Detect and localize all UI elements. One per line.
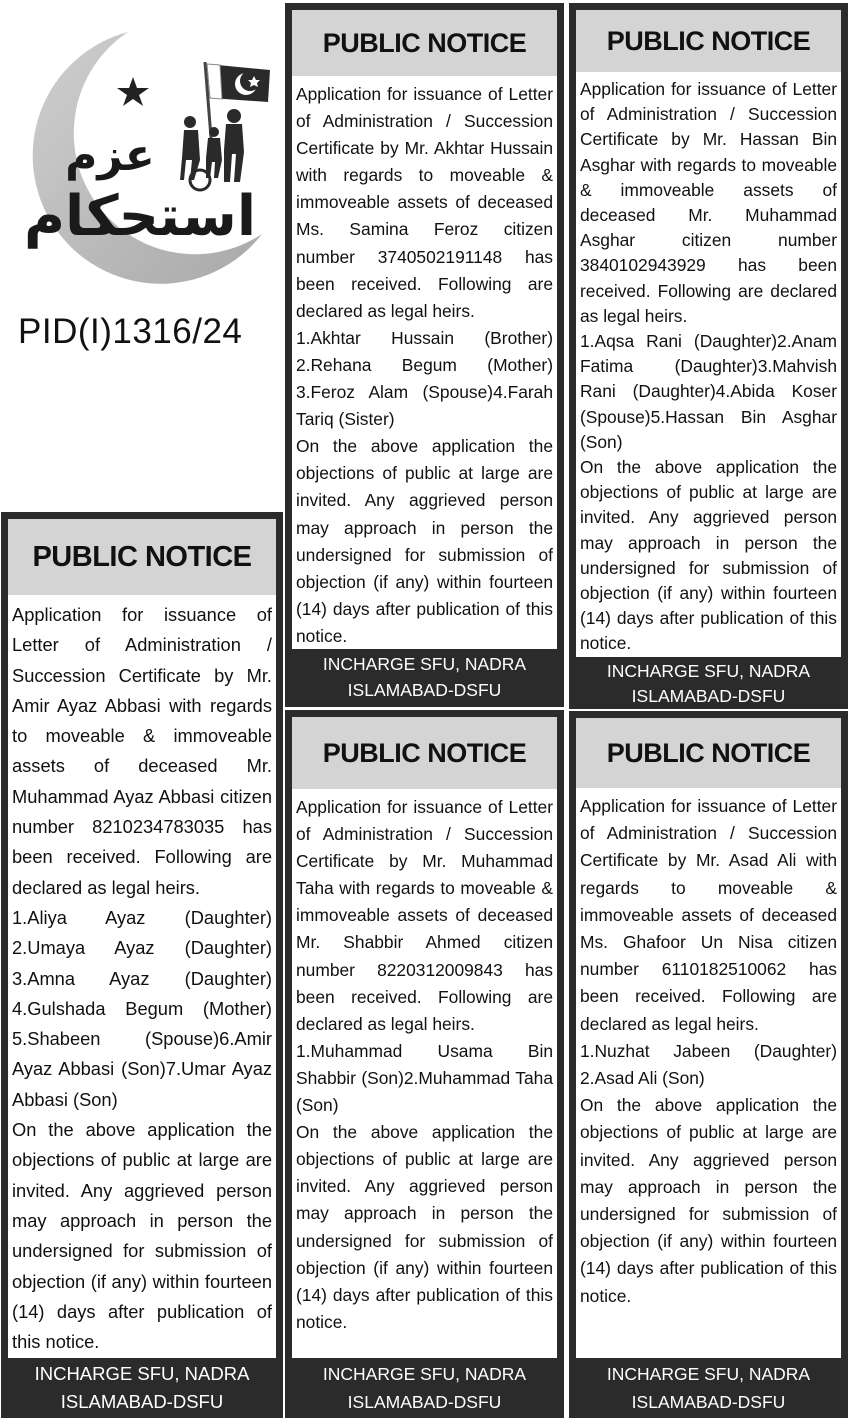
notice-content-box (576, 718, 841, 1358)
footer-line-2: ISLAMABAD-DSFU (60, 1391, 224, 1412)
notice-body (576, 788, 841, 1310)
notice-body (8, 595, 276, 1357)
notice-title: PUBLIC NOTICE (576, 10, 841, 72)
notice-content-box (576, 10, 841, 657)
notice-content-box (8, 519, 276, 1358)
notice-objection-text: On the above application the objections of public at large are invited. Any aggrieved person may approach in person the undersigned for submission of objection (if any) within fourteen (14) days after publication of this notice. (12, 1119, 272, 1353)
azm-e-istehkam-logo (0, 20, 280, 290)
footer-line-1: INCHARGE SFU, NADRA (322, 1364, 527, 1384)
footer-line-2: ISLAMABAD-DSFU (347, 680, 502, 700)
notice-objection-text: On the above application the objections of public at large are invited. Any aggrieved person may approach in person the undersigned for submission of objection (if any) within fourteen (14) days after publication of this notice. (296, 1122, 553, 1332)
notice-heirs-list: 1.Muhammad Usama Bin Shabbir (Son)2.Muhammad Taha (Son) (296, 1040, 553, 1116)
notice-heirs-list: 1.Aliya Ayaz (Daughter) 2.Umaya Ayaz (Daughter) 3.Amna Ayaz (Daughter) 4.Gulshada Begum (Mother) 5.Shabeen (Spouse)6.Amir Ayaz Abbasi (Son)7.Umar Ayaz Abbasi (Son) (12, 906, 272, 1110)
footer-line-2: ISLAMABAD-DSFU (631, 686, 786, 706)
notice-title: PUBLIC NOTICE (292, 10, 557, 76)
notice-application-text: Application for issuance of Letter of Administration / Succession Certificate by Mr. Muhammad Taha with regards to moveable & immoveable assets of deceased Mr. Shabbir Ahmed citizen number 8220312009843 has been received. Following are declared as legal heirs. (296, 797, 553, 1034)
notice-title: PUBLIC NOTICE (292, 717, 557, 789)
public-notice-5 (569, 711, 848, 1418)
notice-footer (1, 1358, 283, 1418)
notice-body (576, 72, 841, 657)
public-notice-3 (1, 512, 283, 1418)
notice-content-box (292, 10, 557, 649)
footer-line-2: ISLAMABAD-DSFU (347, 1392, 502, 1412)
footer-line-1: INCHARGE SFU, NADRA (606, 1364, 811, 1384)
public-notice-4 (285, 710, 564, 1418)
notice-heirs-list: 1.Nuzhat Jabeen (Daughter) 2.Asad Ali (Son) (580, 1040, 837, 1089)
notice-heirs-list: 1.Akhtar Hussain (Brother) 2.Rehana Begum (Mother) 3.Feroz Alam (Spouse)4.Farah Tariq (Sister) (296, 327, 553, 430)
pid-reference-number: PID(I)1316/24 (18, 312, 243, 351)
notice-footer (285, 1358, 564, 1418)
public-notice-2 (569, 3, 848, 709)
notice-objection-text: On the above application the objections of public at large are invited. Any aggrieved person may approach in person the undersigned for submission of objection (if any) within fourteen (14) days after publication of this notice. (296, 436, 553, 646)
footer-line-1: INCHARGE SFU, NADRA (606, 661, 811, 681)
notice-objection-text: On the above application the objections of public at large are invited. Any aggrieved person may approach in person the undersigned for submission of objection (if any) within fourteen (14) days after publication of this notice. (580, 1095, 837, 1306)
footer-line-1: INCHARGE SFU, NADRA (34, 1363, 250, 1384)
footer-line-2: ISLAMABAD-DSFU (631, 1392, 786, 1412)
notice-application-text: Application for issuance of Letter of Administration / Succession Certificate by Mr. Amir Ayaz Abbasi with regards to moveable & immoveable assets of deceased Mr. Muhammad Ayaz Abbasi citizen number 8210234783035 has been received. Following are declared as legal heirs. (12, 604, 272, 898)
notice-application-text: Application for issuance of Letter of Administration / Succession Certificate by Mr. Hassan Bin Asghar with regards to moveable & immoveable assets of deceased Mr. Muhammad Asghar citizen number 3840102943929 has been received. Following are declared as legal heirs. (580, 79, 837, 326)
notice-body (292, 789, 557, 1336)
notice-application-text: Application for issuance of Letter of Administration / Succession Certificate by Mr. Akhtar Hussain with regards to moveable & immoveable assets of deceased Ms. Samina Feroz citizen number 3740502191148 has been received. Following are declared as legal heirs. (296, 84, 553, 321)
notice-objection-text: On the above application the objections of public at large are invited. Any aggrieved person may approach in person the undersigned for submission of objection (if any) within fourteen (14) days after publication of this notice. (580, 457, 837, 654)
notice-title: PUBLIC NOTICE (576, 718, 841, 788)
notice-heirs-list: 1.Aqsa Rani (Daughter)2.Anam Fatima (Daughter)3.Mahvish Rani (Daughter)4.Abida Koser (Spouse)5.Hassan Bin Asghar (Son) (580, 331, 837, 452)
svg-text:استحکام: استحکام (23, 184, 257, 249)
notice-title: PUBLIC NOTICE (8, 519, 276, 595)
public-notice-1 (285, 3, 564, 707)
notice-footer (285, 649, 564, 707)
notice-application-text: Application for issuance of Letter of Administration / Succession Certificate by Mr. Asad Ali with regards to moveable & immoveable assets of deceased Ms. Ghafoor Un Nisa citizen number 6110182510062 has been received. Following are declared as legal heirs. (580, 796, 837, 1034)
notice-content-box (292, 717, 557, 1358)
notice-footer (569, 1358, 848, 1418)
footer-line-1: INCHARGE SFU, NADRA (322, 654, 527, 674)
crescent-star-flag-emblem-icon (0, 20, 280, 290)
notice-footer (569, 658, 848, 709)
svg-text:عزم: عزم (65, 130, 155, 181)
notice-body (292, 76, 557, 650)
